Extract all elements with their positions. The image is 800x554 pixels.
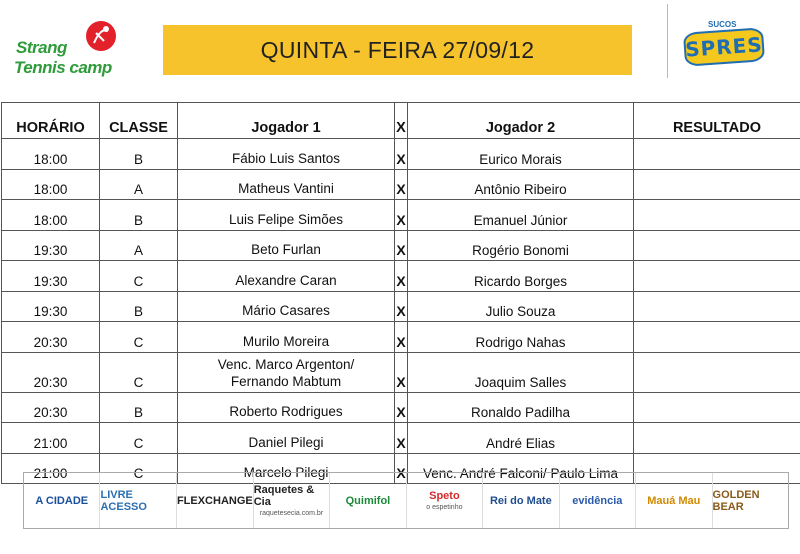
table-header-row — [2, 103, 800, 139]
player2-name: Rogério Bonomi — [408, 230, 634, 261]
header-result: RESULTADO — [634, 103, 800, 139]
table-row — [2, 200, 800, 231]
match-result — [634, 230, 800, 261]
versus-mark: X — [395, 392, 408, 423]
sponsor-name: Quimifol — [345, 494, 391, 507]
versus-mark: X — [395, 230, 408, 261]
tennis-player-icon — [86, 21, 116, 51]
player2-name: Ronaldo Padilha — [408, 392, 634, 423]
header-divider — [667, 4, 668, 78]
match-class: B — [100, 200, 178, 231]
player1-name — [178, 352, 395, 392]
versus-mark: X — [395, 352, 408, 392]
match-result — [634, 291, 800, 322]
match-schedule-table — [1, 102, 800, 484]
sucos-spres-logo — [684, 20, 762, 64]
match-time: 18:00 — [2, 200, 100, 231]
match-class: C — [100, 453, 178, 484]
header-time: HORÁRIO — [2, 103, 100, 139]
logo-right-badge — [683, 27, 765, 66]
sponsor-subtext: raquetesecia.com.br — [259, 510, 324, 517]
sponsors-strip — [23, 472, 789, 529]
table-row — [2, 291, 800, 322]
table-row — [2, 322, 800, 353]
header-versus: X — [395, 103, 408, 139]
versus-mark: X — [395, 169, 408, 200]
match-time: 20:30 — [2, 352, 100, 392]
match-time: 21:00 — [2, 423, 100, 454]
match-result — [634, 392, 800, 423]
sponsor-logo — [636, 473, 712, 528]
sponsor-name: GOLDEN BEAR — [712, 488, 760, 513]
player1-name-line: Fernando Mabtum — [230, 373, 342, 389]
match-class: C — [100, 261, 178, 292]
sponsor-name: Mauá Mau — [647, 494, 701, 507]
player1-name — [178, 169, 395, 200]
player1-name-line: Daniel Pilegi — [248, 434, 324, 450]
player2-name: Antônio Ribeiro — [408, 169, 634, 200]
sponsor-logo — [177, 473, 254, 528]
sponsor-name: FLEXCHANGE — [176, 494, 253, 507]
player2-name: Eurico Morais — [408, 139, 634, 170]
table-row — [2, 230, 800, 261]
versus-mark: X — [395, 139, 408, 170]
versus-mark: X — [395, 322, 408, 353]
versus-mark: X — [395, 453, 408, 484]
match-class: A — [100, 169, 178, 200]
player2-name: Rodrigo Nahas — [408, 322, 634, 353]
versus-mark: X — [395, 200, 408, 231]
player1-name-line: Beto Furlan — [251, 242, 321, 257]
logo-text-line1: Strang — [16, 38, 67, 57]
sponsor-logo — [254, 473, 330, 528]
page-title: QUINTA - FEIRA 27/09/12 — [260, 36, 535, 63]
player1-name — [178, 423, 395, 454]
player1-name-line: Marcelo Pilegi — [243, 465, 329, 480]
player1-name — [178, 261, 395, 292]
match-result — [634, 322, 800, 353]
match-time: 20:30 — [2, 392, 100, 423]
player1-name — [178, 200, 395, 231]
match-class: C — [100, 352, 178, 392]
sponsor-name: A CIDADE — [35, 494, 89, 507]
player1-name — [178, 322, 395, 353]
header-player2: Jogador 2 — [408, 103, 634, 139]
match-result — [634, 169, 800, 200]
sponsor-logo — [407, 473, 483, 528]
match-class: A — [100, 230, 178, 261]
player1-name — [178, 139, 395, 170]
match-time: 18:00 — [2, 139, 100, 170]
player2-name: Joaquim Salles — [408, 352, 634, 392]
table-row — [2, 423, 800, 454]
player1-name-line: Murilo Moreira — [242, 333, 330, 349]
match-result — [634, 200, 800, 231]
player2-name: André Elias — [408, 423, 634, 454]
match-result — [634, 139, 800, 170]
player1-name — [178, 230, 395, 261]
versus-mark: X — [395, 291, 408, 322]
sponsor-name: evidência — [572, 494, 623, 507]
sponsor-logo — [560, 473, 636, 528]
match-result — [634, 352, 800, 392]
match-class: C — [100, 322, 178, 353]
table-row — [2, 392, 800, 423]
player2-name: Emanuel Júnior — [408, 200, 634, 231]
sponsor-logo — [100, 473, 176, 528]
player1-name-line: Luis Felipe Simões — [228, 211, 344, 227]
player1-name-line: Alexandre Caran — [235, 272, 337, 288]
player1-name-line: Fábio Luis Santos — [231, 150, 341, 166]
header-player1: Jogador 1 — [178, 103, 395, 139]
logo-text-line2: Tennis camp — [14, 58, 112, 77]
table-row — [2, 169, 800, 200]
match-result — [634, 423, 800, 454]
versus-mark: X — [395, 423, 408, 454]
sponsor-logo — [330, 473, 406, 528]
player1-name — [178, 392, 395, 423]
table-row — [2, 261, 800, 292]
sponsor-name: LIVRE ACESSO — [100, 488, 147, 513]
player2-name: Ricardo Borges — [408, 261, 634, 292]
match-time: 18:00 — [2, 169, 100, 200]
player1-name-line: Roberto Rodrigues — [229, 404, 343, 419]
sponsor-name: Rei do Mate — [489, 494, 552, 507]
match-class: B — [100, 291, 178, 322]
match-time: 19:30 — [2, 291, 100, 322]
match-time: 21:00 — [2, 453, 100, 484]
match-time: 20:30 — [2, 322, 100, 353]
sponsor-name: Raquetes & Cia — [253, 484, 315, 508]
logo-right-top-text: SUCOS — [708, 20, 737, 29]
player1-name — [178, 291, 395, 322]
player2-name: Venc. André Falconi/ Paulo Lima — [408, 453, 634, 484]
sponsor-name: Speto — [429, 490, 460, 502]
player1-name-line: Venc. Marco Argenton/ — [217, 356, 355, 372]
versus-mark: X — [395, 261, 408, 292]
logo-right-name: SPRES — [684, 32, 764, 62]
page-title-banner — [163, 25, 632, 75]
table-row — [2, 139, 800, 170]
match-result — [634, 261, 800, 292]
sponsor-logo — [713, 473, 788, 528]
header-class: CLASSE — [100, 103, 178, 139]
match-class: C — [100, 423, 178, 454]
match-time: 19:30 — [2, 261, 100, 292]
player2-name: Julio Souza — [408, 291, 634, 322]
sponsor-logo — [24, 473, 100, 528]
strang-tennis-camp-logo — [14, 18, 139, 80]
player1-name-line: Matheus Vantini — [238, 181, 334, 196]
sponsor-subtext: o espetinho — [426, 504, 463, 511]
match-time: 19:30 — [2, 230, 100, 261]
match-class: B — [100, 139, 178, 170]
player1-name-line: Mário Casares — [242, 303, 330, 318]
sponsor-logo — [483, 473, 559, 528]
match-class: B — [100, 392, 178, 423]
table-row — [2, 352, 800, 392]
